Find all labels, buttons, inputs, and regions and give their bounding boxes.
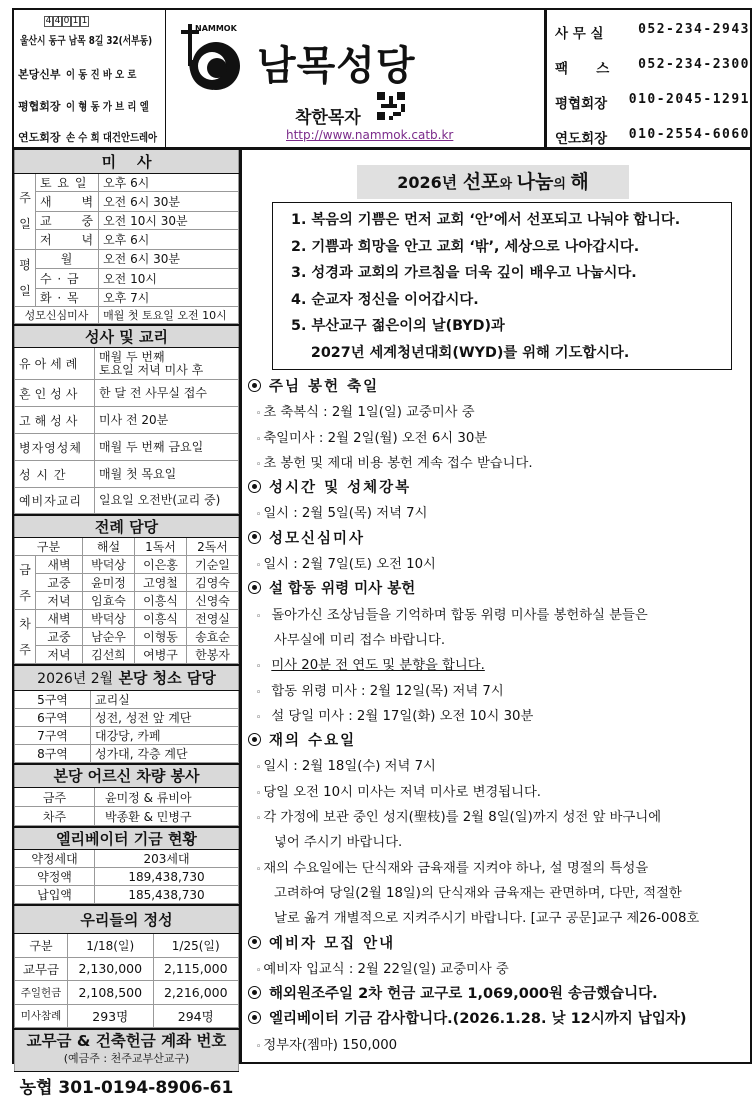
website-link[interactable]: http://www.nammok.catb.kr bbox=[286, 128, 454, 142]
mass-row bbox=[15, 173, 239, 191]
circle-bullet-icon: ◦ bbox=[256, 1041, 262, 1052]
mass-row bbox=[15, 288, 239, 306]
goal-item: 3. 성경과 교회의 가르침을 더욱 깊이 배우고 나눕시다. bbox=[291, 265, 637, 281]
liturgy-week: 금주 bbox=[15, 556, 36, 610]
contact-row bbox=[555, 22, 750, 42]
radio-bullet-icon bbox=[248, 531, 261, 544]
staff-name: 이 형 동 가 브 리 엘 bbox=[66, 100, 149, 113]
liturgy-cell: 이흥식 bbox=[135, 592, 187, 610]
sacrament-row bbox=[15, 488, 239, 514]
mass-day: 성모신심미사 bbox=[15, 306, 99, 323]
cleaning-title bbox=[15, 665, 239, 690]
zip-digit: 1 bbox=[81, 16, 88, 26]
car-volunteers: 윤미정 & 류비아 bbox=[95, 788, 239, 807]
elevator-label: 약정액 bbox=[15, 868, 95, 886]
circle-bullet-icon: ◦ bbox=[256, 712, 262, 723]
circle-bullet-icon: ◦ bbox=[256, 814, 262, 825]
car-week: 차주 bbox=[15, 807, 95, 826]
sacrament-label: 고해성사 bbox=[15, 407, 95, 434]
theme-word: 선포 bbox=[462, 171, 500, 193]
zip-code bbox=[44, 16, 89, 27]
zip-digit: 4 bbox=[54, 16, 61, 26]
mass-row bbox=[15, 229, 239, 249]
sacrament-row bbox=[15, 461, 239, 488]
year-theme-banner bbox=[357, 165, 629, 199]
announcement-item bbox=[248, 603, 748, 628]
announcement-item bbox=[248, 653, 748, 678]
announcement-item bbox=[248, 704, 748, 729]
theme-text: 2026년 bbox=[397, 173, 463, 192]
liturgy-col-header: 1독서 bbox=[135, 538, 187, 556]
mass-time: 매월 첫 토요일 오전 10시 bbox=[99, 306, 239, 323]
announcement-title bbox=[248, 729, 748, 754]
mass-time: 오후 6시 bbox=[99, 229, 239, 249]
announcement-item-text: 예비자 입교식 : 2월 22일(일) 교중미사 중 bbox=[263, 961, 509, 977]
radio-bullet-icon bbox=[248, 936, 261, 949]
staff-role: 평협회장 bbox=[18, 100, 61, 113]
circle-bullet-icon: ◦ bbox=[256, 409, 262, 420]
announcement-item-text: 사무실에 미리 접수 바랍니다. bbox=[274, 632, 446, 648]
liturgy-cell: 기순일 bbox=[187, 556, 239, 574]
sacrament-value: 미사 전 20분 bbox=[95, 407, 239, 434]
announcement-title-text: 성시간 및 성체강복 bbox=[269, 480, 412, 497]
car-row bbox=[15, 788, 239, 807]
contact-label: 팩 스 bbox=[555, 61, 610, 77]
offering-cell: 2,130,000 bbox=[68, 957, 154, 981]
announcement-item-text: 각 가정에 보관 중인 성지(聖枝)를 2월 8일(일)까지 성전 앞 바구니에 bbox=[263, 810, 662, 826]
cleaning-area: 대강당, 카페 bbox=[91, 726, 239, 744]
contact-row bbox=[555, 57, 750, 77]
staff-role: 본당신부 bbox=[18, 68, 61, 81]
mass-day: 수 · 금 bbox=[36, 268, 99, 288]
mass-day: 화 · 목 bbox=[36, 288, 99, 306]
offering-col-header: 1/25(일) bbox=[153, 933, 239, 957]
contact-label: 사 무 실 bbox=[555, 26, 604, 42]
mass-day: 월 bbox=[36, 249, 99, 268]
mass-time: 오후 6시 bbox=[99, 173, 239, 191]
liturgy-cell: 저녁 bbox=[36, 646, 83, 664]
staff-name: 손 수 희 대건안드레아 bbox=[66, 131, 158, 144]
announcement-item-text: 날로 옮겨 개별적으로 지켜주시기 바랍니다. [교구 공문]교구 제26-008호 bbox=[274, 911, 700, 927]
offering-cell: 2,115,000 bbox=[153, 957, 239, 981]
announcement-title-text: 엘리베이터 기금 감사합니다.(2026.1.28. 낮 12시까지 납입자) bbox=[269, 1011, 687, 1028]
liturgy-cell: 남순우 bbox=[83, 628, 135, 646]
announcement-item-text: 정부자(젬마) 150,000 bbox=[263, 1037, 398, 1053]
liturgy-week: 차주 bbox=[15, 610, 36, 664]
liturgy-cell: 임효숙 bbox=[83, 592, 135, 610]
announcement-item bbox=[248, 805, 748, 830]
circle-bullet-icon: ◦ bbox=[256, 662, 262, 673]
car-service-title: 본당 어르신 차량 봉사 bbox=[15, 764, 239, 788]
announcement-item bbox=[248, 754, 748, 779]
sacrament-row bbox=[15, 380, 239, 407]
offering-cell: 294명 bbox=[153, 1004, 239, 1028]
liturgy-title: 전례 담당 bbox=[15, 515, 239, 538]
liturgy-row bbox=[15, 646, 239, 664]
announcement-item bbox=[248, 451, 748, 476]
sacrament-row bbox=[15, 407, 239, 434]
theme-word: 나눔 bbox=[516, 171, 554, 193]
circle-bullet-icon: ◦ bbox=[256, 611, 262, 622]
elevator-fund-title: 엘리베이터 기금 현황 bbox=[15, 827, 239, 850]
liturgy-cell: 전영실 bbox=[187, 610, 239, 628]
sacrament-row bbox=[15, 434, 239, 461]
liturgy-cell: 한봉자 bbox=[187, 646, 239, 664]
announcement-title bbox=[248, 982, 748, 1007]
liturgy-cell: 새벽 bbox=[36, 556, 83, 574]
address: 울산시 동구 남목 8길 32(서부동) bbox=[20, 34, 153, 47]
circle-bullet-icon: ◦ bbox=[256, 788, 262, 799]
sacrament-row bbox=[15, 348, 239, 380]
announcement-item bbox=[248, 957, 748, 982]
goal-item: 1. 복음의 기쁨은 먼저 교회 ‘안’에서 선포되고 나눠야 합니다. bbox=[291, 212, 681, 228]
mass-day: 토 요 일 bbox=[36, 173, 99, 191]
announcement-item bbox=[248, 881, 748, 906]
mass-section bbox=[14, 150, 239, 324]
circle-bullet-icon: ◦ bbox=[256, 965, 262, 976]
contact-value: 010-2554-6060 bbox=[628, 127, 750, 142]
offering-col-header: 구분 bbox=[15, 933, 68, 957]
liturgy-cell: 이은홍 bbox=[135, 556, 187, 574]
mass-row bbox=[15, 249, 239, 268]
liturgy-cell: 박덕상 bbox=[83, 556, 135, 574]
circle-bullet-icon: ◦ bbox=[256, 510, 262, 521]
announcement-title bbox=[248, 577, 748, 602]
mass-group: 주일 bbox=[15, 173, 36, 249]
goal-item: 2027년 세계청년대회(WYD)를 위해 기도합시다. bbox=[291, 344, 630, 361]
offering-cell: 2,216,000 bbox=[153, 981, 239, 1005]
sacrament-value: 매월 두 번째 토요일 저녁 미사 후 bbox=[95, 348, 239, 380]
car-service-section bbox=[14, 763, 239, 827]
contact-value: 010-2045-1291 bbox=[628, 92, 750, 107]
header-contacts bbox=[545, 8, 752, 149]
cleaning-row bbox=[15, 744, 239, 762]
announcement-item-text: 돌아가신 조상님들을 기억하며 합동 위령 미사를 봉헌하실 분들은 bbox=[271, 607, 648, 623]
sacraments-title: 성사 및 교리 bbox=[15, 325, 239, 348]
liturgy-section bbox=[14, 514, 239, 664]
liturgy-cell: 이흥식 bbox=[135, 610, 187, 628]
liturgy-row bbox=[15, 574, 239, 592]
announcement-item-text: 일시 : 2월 18일(수) 저녁 7시 bbox=[263, 759, 436, 775]
theme-word: 해 bbox=[570, 171, 589, 193]
theme-text: 의 bbox=[553, 177, 571, 192]
announcement-title-text: 성모신심미사 bbox=[269, 530, 366, 547]
mass-row bbox=[15, 306, 239, 323]
header-logo bbox=[165, 8, 546, 149]
zip-digit: 4 bbox=[45, 16, 52, 26]
account-holder: (예금주 : 천주교부산교구) bbox=[63, 1052, 190, 1066]
cleaning-title-text: 본당 청소 담당 bbox=[118, 669, 216, 688]
sacrament-label: 병자영성체 bbox=[15, 434, 95, 461]
announcement-item-text: 초 축복식 : 2월 1일(일) 교중미사 중 bbox=[263, 405, 475, 421]
radio-bullet-icon bbox=[248, 379, 261, 392]
mass-title: 미 사 bbox=[15, 150, 239, 173]
cleaning-area: 성전, 성전 앞 계단 bbox=[91, 708, 239, 726]
liturgy-col-header: 2독서 bbox=[187, 538, 239, 556]
announcement-item bbox=[248, 628, 748, 653]
elevator-row bbox=[15, 886, 239, 904]
church-logo-icon bbox=[179, 24, 259, 94]
announcement-list bbox=[248, 375, 748, 1058]
liturgy-cell: 신영숙 bbox=[187, 592, 239, 610]
announcement-item bbox=[248, 552, 748, 577]
offering-cell: 교무금 bbox=[15, 957, 68, 981]
theme-text: 와 bbox=[499, 177, 517, 192]
announcement-item bbox=[248, 780, 748, 805]
sacrament-value: 매월 두 번째 금요일 bbox=[95, 434, 239, 461]
mass-time: 오전 10시 30분 bbox=[99, 211, 239, 229]
contact-label: 평협회장 bbox=[555, 96, 608, 112]
sacrament-label: 예비자교리 bbox=[15, 488, 95, 514]
mass-day: 교 중 bbox=[36, 211, 99, 229]
sacrament-value: 한 달 전 사무실 접수 bbox=[95, 380, 239, 407]
announcement-title-text: 해외원조주일 2차 헌금 교구로 1,069,000원 송금했습니다. bbox=[269, 986, 658, 1003]
radio-bullet-icon bbox=[248, 480, 261, 493]
contact-row bbox=[555, 92, 750, 112]
cleaning-row bbox=[15, 690, 239, 708]
liturgy-col-header: 구분 bbox=[15, 538, 83, 556]
account-section bbox=[14, 1028, 239, 1099]
pastoral-goals bbox=[272, 202, 732, 370]
elevator-row bbox=[15, 850, 239, 868]
announcement-item bbox=[248, 906, 748, 931]
sacrament-label: 혼인성사 bbox=[15, 380, 95, 407]
offering-row bbox=[15, 981, 239, 1005]
liturgy-cell: 이형동 bbox=[135, 628, 187, 646]
announcement-item-text: 재의 수요일에는 단식재와 금육재를 지켜야 하나, 설 명절의 특성을 bbox=[263, 860, 649, 876]
cleaning-area: 성가대, 각층 계단 bbox=[91, 744, 239, 762]
staff-row bbox=[18, 98, 164, 114]
offering-section bbox=[14, 904, 239, 1028]
announcement-item-text: 넣어 주시기 바랍니다. bbox=[274, 835, 403, 851]
cleaning-section bbox=[14, 664, 239, 763]
liturgy-cell: 새벽 bbox=[36, 610, 83, 628]
liturgy-row bbox=[15, 556, 239, 574]
mass-time: 오전 6시 30분 bbox=[99, 191, 239, 211]
circle-bullet-icon: ◦ bbox=[256, 864, 262, 875]
circle-bullet-icon: ◦ bbox=[256, 763, 262, 774]
left-column bbox=[12, 148, 241, 1098]
sacrament-value: 일요일 오전반(교리 중) bbox=[95, 488, 239, 514]
sacrament-value: 매월 첫 목요일 bbox=[95, 461, 239, 488]
liturgy-cell: 교중 bbox=[36, 628, 83, 646]
radio-bullet-icon bbox=[248, 1011, 261, 1024]
account-number[interactable]: 농협 301-0194-8906-61 bbox=[19, 1077, 234, 1098]
liturgy-cell: 여병구 bbox=[135, 646, 187, 664]
cleaning-zone: 6구역 bbox=[15, 708, 91, 726]
circle-bullet-icon: ◦ bbox=[256, 687, 262, 698]
church-name: 남목성당 bbox=[257, 43, 416, 89]
cleaning-month: 2026년 2월 bbox=[37, 671, 114, 688]
offering-cell: 293명 bbox=[68, 1004, 154, 1028]
radio-bullet-icon bbox=[248, 581, 261, 594]
goal-item: 5. 부산교구 젊은이의 날(BYD)과 bbox=[291, 318, 505, 334]
cleaning-zone: 8구역 bbox=[15, 744, 91, 762]
liturgy-col-header: 해설 bbox=[83, 538, 135, 556]
announcement-title bbox=[248, 527, 748, 552]
elevator-fund-section bbox=[14, 826, 239, 904]
announcement-item bbox=[248, 400, 748, 425]
elevator-label: 납입액 bbox=[15, 886, 95, 904]
announcement-item-text: 고려하여 당일(2월 18일)의 단식재와 금육재는 관면하며, 다만, 적절한 bbox=[274, 885, 682, 901]
announcement-item-text: 축일미사 : 2월 2일(월) 오전 6시 30분 bbox=[263, 430, 488, 446]
announcement-item bbox=[248, 1033, 748, 1058]
staff-row bbox=[18, 129, 164, 145]
announcement-item-text: 일시 : 2월 5일(목) 저녁 7시 bbox=[263, 506, 428, 522]
car-row bbox=[15, 807, 239, 826]
zip-digit: 0 bbox=[63, 16, 70, 26]
announcement-title-text: 설 합동 위령 미사 봉헌 bbox=[269, 581, 416, 598]
offering-title: 우리들의 정성 bbox=[15, 905, 239, 933]
elevator-value: 185,438,730 bbox=[95, 886, 239, 904]
offering-header-row bbox=[15, 933, 239, 957]
mass-row bbox=[15, 191, 239, 211]
liturgy-header-row bbox=[15, 538, 239, 556]
liturgy-cell: 박덕상 bbox=[83, 610, 135, 628]
staff-name: 이 동 진 바 오 로 bbox=[66, 68, 137, 81]
sacraments-section bbox=[14, 324, 239, 515]
elevator-row bbox=[15, 868, 239, 886]
announcement-item-text: 합동 위령 미사 : 2월 12일(목) 저녁 7시 bbox=[271, 683, 504, 699]
contact-row bbox=[555, 127, 750, 147]
liturgy-cell: 윤미정 bbox=[83, 574, 135, 592]
circle-bullet-icon: ◦ bbox=[256, 561, 262, 572]
elevator-value: 189,438,730 bbox=[95, 868, 239, 886]
offering-row bbox=[15, 1004, 239, 1028]
liturgy-row bbox=[15, 610, 239, 628]
radio-bullet-icon bbox=[248, 986, 261, 999]
announcement-item bbox=[248, 426, 748, 451]
liturgy-row bbox=[15, 628, 239, 646]
mass-day: 새 벽 bbox=[36, 191, 99, 211]
announcement-item bbox=[248, 856, 748, 881]
announcement-item-text: 미사 20분 전 연도 및 분향을 합니다. bbox=[271, 658, 485, 674]
announcement-title-text: 주님 봉헌 축일 bbox=[269, 379, 380, 395]
qr-code-icon bbox=[377, 92, 405, 120]
mass-time: 오후 7시 bbox=[99, 288, 239, 306]
contact-value: 052-234-2300 bbox=[638, 57, 750, 72]
mass-row bbox=[15, 268, 239, 288]
motto: 착한목자 bbox=[295, 108, 361, 128]
cleaning-area: 교리실 bbox=[91, 690, 239, 708]
mass-group: 평일 bbox=[15, 249, 36, 306]
announcement-item bbox=[248, 501, 748, 526]
account-header bbox=[15, 1029, 239, 1071]
mass-row bbox=[15, 211, 239, 229]
offering-cell: 미사참례 bbox=[15, 1004, 68, 1028]
announcement-title bbox=[248, 932, 748, 957]
offering-cell: 2,108,500 bbox=[68, 981, 154, 1005]
mass-time: 오전 10시 bbox=[99, 268, 239, 288]
announcement-title bbox=[248, 476, 748, 501]
offering-col-header: 1/18(일) bbox=[68, 933, 154, 957]
car-volunteers: 박종환 & 민병구 bbox=[95, 807, 239, 826]
liturgy-row bbox=[15, 592, 239, 610]
announcement-item-text: 일시 : 2월 7일(토) 오전 10시 bbox=[263, 557, 436, 573]
account-title: 교무금 & 건축헌금 계좌 번호 bbox=[26, 1032, 227, 1051]
liturgy-cell: 저녁 bbox=[36, 592, 83, 610]
announcement-item bbox=[248, 830, 748, 855]
announcement-item-text: 초 봉헌 및 제대 비용 봉헌 계속 접수 받습니다. bbox=[263, 455, 533, 471]
cleaning-zone: 7구역 bbox=[15, 726, 91, 744]
contact-value: 052-234-2943 bbox=[638, 22, 750, 37]
announcement-title-text: 예비자 모집 안내 bbox=[269, 935, 396, 952]
announcement-item bbox=[248, 679, 748, 704]
goal-item: 2. 기쁨과 희망을 안고 교회 ‘밖’, 세상으로 나아갑시다. bbox=[291, 238, 640, 255]
header-parish-info bbox=[12, 8, 166, 149]
elevator-label: 약정세대 bbox=[15, 850, 95, 868]
sacrament-label: 유아세례 bbox=[15, 348, 95, 380]
sacrament-label: 성 시 간 bbox=[15, 461, 95, 488]
liturgy-cell: 교중 bbox=[36, 574, 83, 592]
announcements-panel bbox=[240, 148, 752, 1064]
elevator-value: 203세대 bbox=[95, 850, 239, 868]
logo-tag: NAMMOK bbox=[195, 24, 237, 33]
liturgy-cell: 고영철 bbox=[135, 574, 187, 592]
cleaning-row bbox=[15, 708, 239, 726]
car-week: 금주 bbox=[15, 788, 95, 807]
circle-bullet-icon: ◦ bbox=[256, 459, 262, 470]
liturgy-cell: 김영숙 bbox=[187, 574, 239, 592]
circle-bullet-icon: ◦ bbox=[256, 434, 262, 445]
goal-item: 4. 순교자 정신을 이어갑시다. bbox=[291, 291, 479, 308]
announcement-title bbox=[248, 375, 748, 400]
radio-bullet-icon bbox=[248, 733, 261, 746]
liturgy-cell: 송효순 bbox=[187, 628, 239, 646]
announcement-title bbox=[248, 1007, 748, 1032]
cleaning-row bbox=[15, 726, 239, 744]
contact-label: 연도회장 bbox=[555, 131, 608, 147]
announcement-item-text: 당일 오전 10시 미사는 저녁 미사로 변경됩니다. bbox=[263, 784, 542, 800]
offering-row bbox=[15, 957, 239, 981]
staff-role: 연도회장 bbox=[18, 131, 61, 144]
mass-day: 저 녁 bbox=[36, 229, 99, 249]
zip-digit: 1 bbox=[72, 16, 79, 26]
announcement-item-text: 설 당일 미사 : 2월 17일(화) 오전 10시 30분 bbox=[271, 708, 534, 724]
mass-time: 오전 6시 30분 bbox=[99, 249, 239, 268]
offering-cell: 주일헌금 bbox=[15, 981, 68, 1005]
announcement-title-text: 재의 수요일 bbox=[269, 733, 357, 750]
cleaning-zone: 5구역 bbox=[15, 690, 91, 708]
liturgy-cell: 김선희 bbox=[83, 646, 135, 664]
staff-row bbox=[18, 66, 164, 82]
